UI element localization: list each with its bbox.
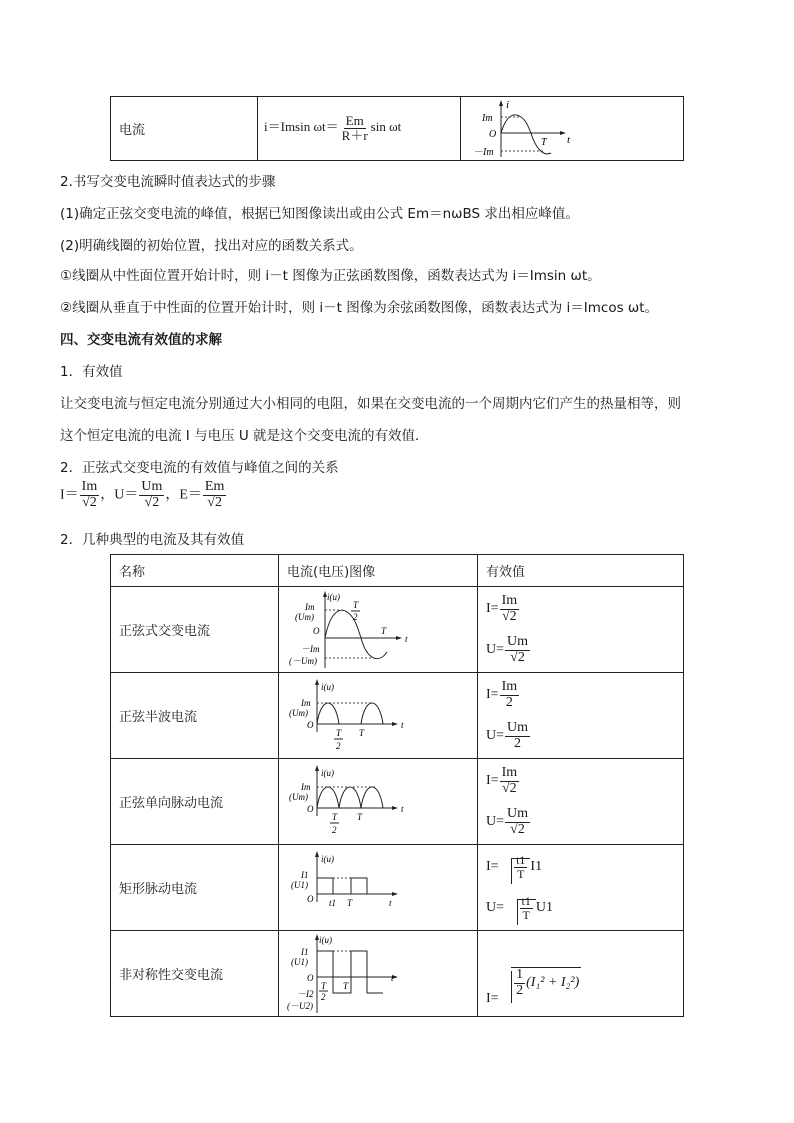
eff-den: T bbox=[522, 907, 530, 922]
eff-num: t1 bbox=[521, 893, 531, 908]
definition-line-2: 这个恒定电流的电流 I 与电压 U 就是这个交变电流的有效值． bbox=[60, 428, 429, 444]
steps-heading: 2.书写交变电流瞬时值表达式的步骤 bbox=[60, 174, 276, 190]
effective-cell bbox=[478, 673, 684, 759]
graph-label: O bbox=[307, 719, 314, 730]
graph-label: i(u) bbox=[321, 853, 334, 864]
top-lbl-neg-im: －Im bbox=[473, 146, 494, 158]
graph-label: (－Um) bbox=[289, 655, 317, 666]
eff-den: 2 bbox=[514, 735, 522, 751]
eff-num: Um bbox=[507, 719, 529, 735]
eff-lhs: I= bbox=[486, 990, 499, 1006]
eff-num: Um bbox=[507, 805, 529, 821]
graph-cell bbox=[279, 759, 478, 845]
top-table-graph-cell bbox=[461, 97, 684, 161]
sub-1-title: 1．有效值 bbox=[60, 364, 123, 380]
relation-u-den: √2 bbox=[144, 494, 160, 510]
relation-e-lhs: ，E＝ bbox=[165, 487, 202, 503]
step-2: (2)明确线圈的初始位置，找出对应的函数关系式。 bbox=[60, 238, 363, 254]
graph-label: (U1) bbox=[291, 956, 308, 967]
graph-label: (Um) bbox=[289, 791, 308, 802]
top-sine-graph bbox=[471, 99, 581, 159]
row-name: 非对称性交变电流 bbox=[111, 931, 279, 1017]
row-name: 正弦单向脉动电流 bbox=[111, 759, 279, 845]
graph-label: i(u) bbox=[321, 767, 334, 778]
sqrt-sign bbox=[502, 967, 581, 998]
top-axis-t: t bbox=[567, 133, 571, 146]
header-effective: 有效值 bbox=[478, 555, 684, 587]
graph-label: Im bbox=[305, 601, 315, 612]
sqrt-sign bbox=[502, 854, 530, 880]
graph-cell bbox=[279, 587, 478, 673]
graph-label: i(u) bbox=[319, 934, 332, 945]
top-table-formula-cell bbox=[258, 97, 461, 161]
eff-num: Im bbox=[501, 764, 518, 780]
header-graph: 电流(电压)图像 bbox=[279, 555, 478, 587]
graph-label: T bbox=[321, 980, 327, 991]
rect-pulse-graph bbox=[287, 848, 417, 928]
top-lbl-im: Im bbox=[482, 112, 493, 124]
eff-lhs: I= bbox=[486, 687, 499, 702]
graph-label: t bbox=[405, 633, 408, 644]
graph-label: －Im bbox=[301, 643, 320, 654]
graph-label: Im bbox=[301, 781, 311, 792]
eff-den: 2 bbox=[505, 694, 513, 710]
step-1: (1)确定正弦交变电流的峰值，根据已知图像读出或由公式 Em＝nωBS 求出相应峰值。 bbox=[60, 206, 579, 222]
graph-label: T bbox=[381, 625, 387, 636]
graph-label: T bbox=[357, 811, 363, 822]
sub-2-title: 2．正弦式交变电流的有效值与峰值之间的关系 bbox=[60, 460, 339, 476]
top-table bbox=[110, 96, 684, 161]
graph-label: T bbox=[353, 599, 359, 610]
graph-label: Im bbox=[301, 697, 311, 708]
graph-cell bbox=[279, 931, 478, 1017]
graph-label: t bbox=[391, 972, 394, 983]
row-name: 正弦式交变电流 bbox=[111, 587, 279, 673]
graph-label: t bbox=[389, 897, 392, 908]
relation-i-lhs: I＝ bbox=[60, 487, 79, 503]
eff-den: 2 bbox=[516, 982, 524, 998]
eff-den: √2 bbox=[510, 821, 525, 837]
sine-graph bbox=[287, 590, 417, 670]
sub-3-title: 2．几种典型的电流及其有效值 bbox=[60, 532, 245, 548]
row-name: 矩形脉动电流 bbox=[111, 845, 279, 931]
effective-cell bbox=[478, 931, 684, 1017]
table-row bbox=[111, 931, 684, 1017]
eff-num: Um bbox=[507, 633, 529, 649]
graph-label: T bbox=[347, 897, 353, 908]
graph-label: I1 bbox=[301, 869, 309, 880]
graph-label: T bbox=[332, 811, 338, 822]
eff-den: √2 bbox=[510, 649, 525, 665]
relation-u-num: Um bbox=[141, 479, 163, 494]
graph-label: O bbox=[307, 893, 314, 904]
graph-label: t bbox=[401, 719, 404, 730]
eff-num: 1 bbox=[516, 967, 524, 983]
graph-label: t bbox=[401, 803, 404, 814]
formula-num: Em bbox=[345, 113, 364, 129]
graph-label: i(u) bbox=[327, 591, 340, 602]
top-table-name: 电流 bbox=[119, 123, 146, 138]
peak-relation bbox=[60, 480, 227, 510]
sqrt-sign bbox=[508, 895, 536, 921]
eff-num: Im bbox=[501, 592, 518, 608]
graph-label: 2 bbox=[321, 991, 326, 1002]
graph-label: (－U2) bbox=[287, 1000, 313, 1011]
table-row bbox=[111, 587, 684, 673]
graph-label: T bbox=[359, 727, 365, 738]
header-name: 名称 bbox=[111, 555, 279, 587]
relation-e-num: Em bbox=[204, 479, 225, 494]
graph-label: i(u) bbox=[321, 681, 334, 692]
effective-cell bbox=[478, 759, 684, 845]
half-wave-graph bbox=[287, 676, 417, 756]
table-row bbox=[111, 759, 684, 845]
eff-tail: I1 bbox=[530, 859, 543, 874]
eff-lhs: I= bbox=[486, 859, 499, 874]
table-row bbox=[111, 845, 684, 931]
graph-cell bbox=[279, 673, 478, 759]
eff-den: √2 bbox=[502, 608, 517, 624]
eff-expr: (I₁² + I₂²) bbox=[526, 975, 580, 991]
top-axis-i: i bbox=[506, 98, 510, 111]
graph-cell bbox=[279, 845, 478, 931]
relation-i-num: Im bbox=[81, 479, 98, 494]
eff-den: T bbox=[517, 866, 525, 881]
graph-label: O bbox=[313, 625, 320, 636]
formula-prefix: i＝Imsin ωt＝ bbox=[264, 119, 339, 135]
top-lbl-o: O bbox=[489, 128, 497, 140]
graph-label: T bbox=[336, 727, 342, 738]
graph-label: (Um) bbox=[295, 611, 314, 622]
relation-i-den: √2 bbox=[82, 494, 97, 510]
graph-label: O bbox=[307, 972, 314, 983]
graph-label: (Um) bbox=[289, 707, 308, 718]
effective-cell bbox=[478, 845, 684, 931]
graph-label: (U1) bbox=[291, 879, 308, 890]
graph-label: 2 bbox=[353, 611, 358, 622]
eff-num: Im bbox=[501, 678, 518, 694]
graph-label: t1 bbox=[329, 897, 337, 908]
typical-currents-table bbox=[110, 554, 684, 1017]
relation-u-lhs: ，U＝ bbox=[100, 487, 139, 503]
case-2: ②线圈从垂直于中性面的位置开始计时，则 i－t 图像为余弦函数图像，函数表达式为 i＝Imcos ωt。 bbox=[60, 300, 659, 316]
asymmetric-ac-graph bbox=[287, 933, 417, 1015]
relation-e-den: √2 bbox=[207, 494, 222, 510]
graph-label: －I2 bbox=[297, 988, 314, 999]
table-row bbox=[111, 673, 684, 759]
definition-line-1: 让交变电流与恒定电流分别通过大小相同的电阻，如果在交变电流的一个周期内它们产生的热量相等，则 bbox=[60, 396, 681, 412]
formula-suffix: sin ωt bbox=[370, 119, 402, 135]
full-wave-graph bbox=[287, 762, 417, 842]
graph-label: 2 bbox=[332, 824, 337, 835]
top-table-name-cell bbox=[111, 97, 258, 161]
eff-tail: U1 bbox=[535, 900, 553, 915]
eff-lhs: U= bbox=[486, 900, 505, 915]
eff-lhs: U= bbox=[486, 642, 505, 657]
eff-lhs: U= bbox=[486, 728, 505, 743]
effective-cell bbox=[478, 587, 684, 673]
graph-label: T bbox=[343, 980, 349, 991]
eff-num: t1 bbox=[516, 852, 526, 867]
formula-den: R＋r bbox=[341, 128, 368, 143]
eff-lhs: I= bbox=[486, 601, 499, 616]
case-1: ①线圈从中性面位置开始计时，则 i－t 图像为正弦函数图像，函数表达式为 i＝Imsin ωt。 bbox=[60, 268, 601, 284]
eff-lhs: I= bbox=[486, 773, 499, 788]
section-4-title: 四、交变电流有效值的求解 bbox=[60, 332, 222, 348]
top-lbl-T: T bbox=[541, 136, 547, 148]
graph-label: O bbox=[307, 803, 314, 814]
row-name: 正弦半波电流 bbox=[111, 673, 279, 759]
eff-lhs: U= bbox=[486, 814, 505, 829]
graph-label: 2 bbox=[336, 740, 341, 751]
eff-den: √2 bbox=[502, 780, 517, 796]
graph-label: I1 bbox=[301, 946, 309, 957]
